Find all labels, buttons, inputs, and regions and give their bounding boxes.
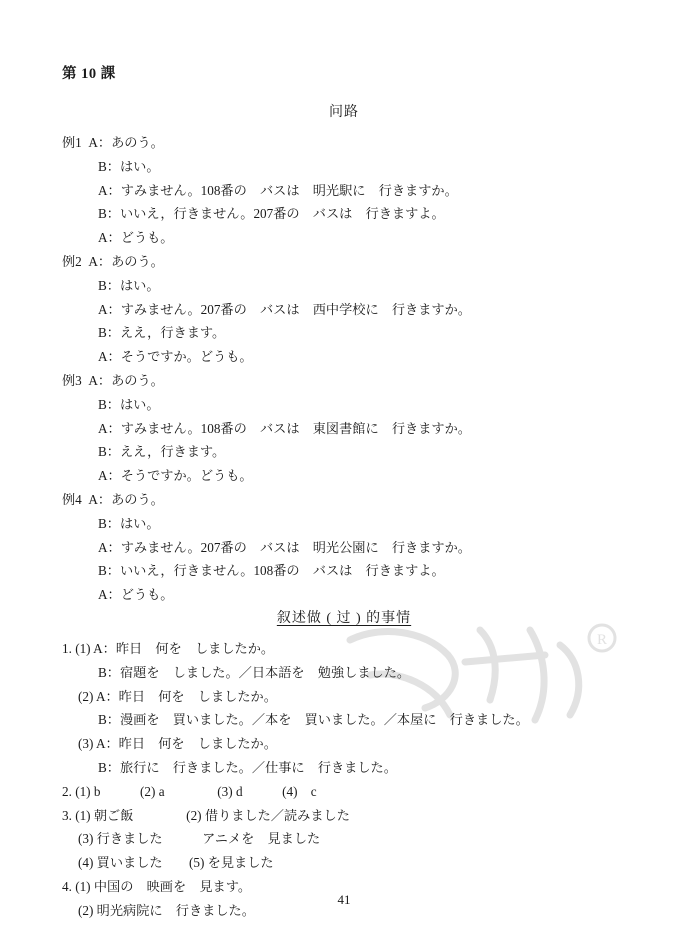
exercise-line: 3. (1) 朝ご飯 (2) 借りました／読みました [62,807,350,823]
dialogue-block-1 [62,131,626,607]
dialogue-line: A：そうですか。どうも。 [98,349,253,365]
page-content [62,62,626,923]
chapter-title: 第 10 課 [62,66,116,82]
exercise-line: (3) 行きました アニメを 見ました [78,831,321,847]
dialogue-line: 例3 A：あのう。 [62,372,164,388]
exercise-line: (3) A：昨日 何を しましたか。 [78,736,277,752]
dialogue-line: A：すみません。207番の バスは 明光公園に 行きますか。 [98,539,471,555]
dialogue-line: B：はい。 [98,277,160,293]
exercise-line: 4. (1) 中国の 映画を 見ます。 [62,878,252,894]
exercise-line: B：漫画を 買いました。／本を 買いました。／本屋に 行きました。 [98,712,529,728]
dialogue-line: A：すみません。108番の バスは 明光駅に 行きますか。 [98,182,458,198]
exercise-line: 1. (1) A：昨日 何を しましたか。 [62,640,275,656]
exercise-line: (2) 明光病院に 行きました。 [78,902,255,918]
dialogue-line: A：どうも。 [98,587,174,603]
dialogue-line: B：ええ，行きます。 [98,444,226,460]
exercise-line: 2. (1) b (2) a (3) d (4) c [62,783,317,799]
exercise-line: (4) 買いました (5) を見ました [78,855,274,871]
dialogue-line: A：どうも。 [98,230,174,246]
page-number: 41 [337,892,351,907]
dialogue-line: B：はい。 [98,158,160,174]
dialogue-line: B：ええ，行きます。 [98,325,226,341]
dialogue-line: 例2 A：あのう。 [62,253,164,269]
exercise-line: (2) A：昨日 何を しましたか。 [78,688,277,704]
dialogue-line: B：いいえ，行きません。207番の バスは 行きますよ。 [98,206,445,222]
dialogue-line: B：はい。 [98,396,160,412]
dialogue-line: A：そうですか。どうも。 [98,468,253,484]
dialogue-line: 例4 A：あのう。 [62,491,164,507]
dialogue-line: A：すみません。108番の バスは 東図書館に 行きますか。 [98,420,471,436]
dialogue-line: 例1 A：あのう。 [62,135,164,150]
section-heading-asking-directions: 问路 [329,105,359,120]
dialogue-line: B：はい。 [98,515,160,531]
svg-text:R: R [596,632,608,648]
exercise-line: B：旅行に 行きました。／仕事に 行きました。 [98,759,397,775]
exercise-line: B：宿題を しました。／日本語を 勉強しました。 [98,664,411,680]
section-heading-past-events: 叙述做 ( 过 ) 的事情 [276,610,412,626]
dialogue-line: A：すみません。207番の バスは 西中学校に 行きますか。 [98,301,471,317]
dialogue-line: B：いいえ，行きません。108番の バスは 行きますよ。 [98,563,445,579]
exercise-block [62,637,626,923]
